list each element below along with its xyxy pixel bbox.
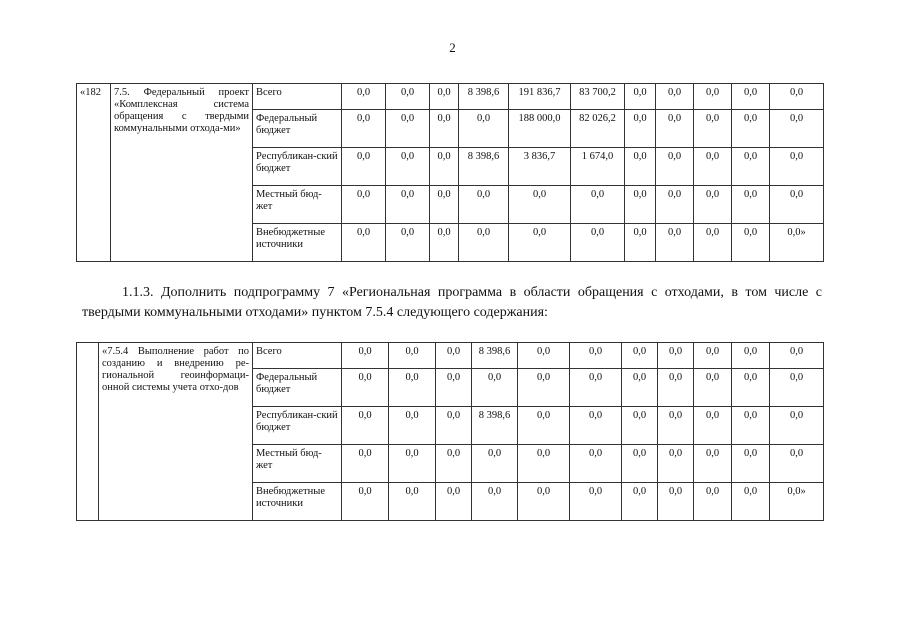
funding-value-cell: 0,0 <box>436 483 472 521</box>
funding-value-cell: 191 836,7 <box>509 84 571 110</box>
funding-value-cell: 0,0» <box>770 224 824 262</box>
funding-value-cell: 0,0 <box>622 343 658 369</box>
funding-value-cell: 0,0 <box>436 407 472 445</box>
funding-value-cell: 0,0 <box>342 407 389 445</box>
funding-source-cell: Внебюджетные источники <box>253 483 342 521</box>
funding-value-cell: 0,0 <box>625 110 656 148</box>
funding-value-cell: 0,0 <box>770 445 824 483</box>
funding-value-cell: 0,0 <box>625 84 656 110</box>
funding-value-cell: 0,0 <box>472 445 518 483</box>
funding-value-cell: 8 398,6 <box>472 407 518 445</box>
funding-value-cell: 0,0 <box>570 483 622 521</box>
funding-value-cell: 0,0 <box>386 224 430 262</box>
funding-value-cell: 0,0 <box>342 445 389 483</box>
funding-source-cell: Республикан-ский бюджет <box>253 148 342 186</box>
funding-value-cell: 0,0 <box>430 186 459 224</box>
funding-value-cell: 0,0 <box>342 110 386 148</box>
funding-value-cell: 0,0 <box>570 343 622 369</box>
funding-value-cell: 0,0 <box>472 483 518 521</box>
funding-value-cell: 3 836,7 <box>509 148 571 186</box>
funding-value-cell: 0,0 <box>622 445 658 483</box>
funding-value-cell: 0,0 <box>570 445 622 483</box>
budget-table-geoinformation-system <box>76 342 824 521</box>
funding-value-cell: 0,0 <box>656 84 694 110</box>
funding-value-cell: 0,0 <box>430 224 459 262</box>
funding-value-cell: 0,0 <box>571 224 625 262</box>
funding-value-cell: 0,0 <box>625 224 656 262</box>
funding-value-cell: 0,0 <box>389 369 436 407</box>
funding-value-cell: 0,0 <box>518 369 570 407</box>
funding-value-cell: 0,0 <box>570 369 622 407</box>
funding-value-cell: 0,0 <box>459 110 509 148</box>
funding-value-cell: 0,0 <box>342 224 386 262</box>
funding-value-cell: 0,0 <box>770 110 824 148</box>
funding-value-cell: 0,0 <box>342 84 386 110</box>
funding-value-cell: 0,0 <box>732 84 770 110</box>
funding-value-cell: 0,0 <box>656 224 694 262</box>
funding-value-cell: 0,0 <box>430 84 459 110</box>
funding-value-cell: 0,0 <box>472 369 518 407</box>
funding-value-cell: 0,0 <box>658 343 694 369</box>
funding-value-cell: 0,0 <box>732 407 770 445</box>
funding-value-cell: 0,0 <box>386 110 430 148</box>
funding-value-cell: 0,0 <box>732 186 770 224</box>
funding-value-cell: 0,0 <box>509 186 571 224</box>
funding-value-cell: 0,0 <box>625 148 656 186</box>
funding-value-cell: 82 026,2 <box>571 110 625 148</box>
funding-source-cell: Федеральный бюджет <box>253 110 342 148</box>
funding-value-cell: 0,0 <box>658 483 694 521</box>
funding-value-cell: 0,0 <box>518 407 570 445</box>
funding-value-cell: 0,0 <box>342 186 386 224</box>
funding-value-cell: 8 398,6 <box>459 148 509 186</box>
funding-value-cell: 0,0 <box>732 148 770 186</box>
funding-value-cell: 0,0 <box>694 483 732 521</box>
funding-value-cell: 0,0 <box>570 407 622 445</box>
funding-value-cell: 0,0 <box>770 407 824 445</box>
funding-source-cell: Федеральный бюджет <box>253 369 342 407</box>
funding-value-cell: 0,0 <box>732 445 770 483</box>
funding-value-cell: 0,0 <box>694 407 732 445</box>
row-code-cell: «182 <box>77 84 111 262</box>
funding-value-cell: 83 700,2 <box>571 84 625 110</box>
funding-value-cell: 0,0 <box>770 369 824 407</box>
funding-value-cell: 0,0 <box>436 369 472 407</box>
funding-value-cell: 0,0 <box>386 186 430 224</box>
funding-value-cell: 0,0 <box>694 186 732 224</box>
amendment-paragraph: 1.1.3. Дополнить подпрограмму 7 «Региональная программа в области обращения с отходами, в том числе с твердыми коммунальными отходами» пунктом 7.5.4 следующего содержания: <box>82 285 822 320</box>
funding-source-cell: Местный бюд-жет <box>253 186 342 224</box>
funding-value-cell: 0,0» <box>770 483 824 521</box>
funding-value-cell: 0,0 <box>430 110 459 148</box>
funding-value-cell: 0,0 <box>518 445 570 483</box>
funding-value-cell: 0,0 <box>694 343 732 369</box>
funding-value-cell: 0,0 <box>694 224 732 262</box>
funding-value-cell: 0,0 <box>658 445 694 483</box>
funding-value-cell: 0,0 <box>622 483 658 521</box>
funding-value-cell: 0,0 <box>571 186 625 224</box>
funding-value-cell: 0,0 <box>342 148 386 186</box>
funding-value-cell: 0,0 <box>656 110 694 148</box>
funding-source-cell: Всего <box>253 84 342 110</box>
funding-value-cell: 0,0 <box>694 148 732 186</box>
funding-value-cell: 0,0 <box>518 343 570 369</box>
funding-value-cell: 0,0 <box>694 110 732 148</box>
funding-value-cell: 0,0 <box>732 110 770 148</box>
funding-value-cell: 0,0 <box>518 483 570 521</box>
funding-value-cell: 0,0 <box>342 343 389 369</box>
funding-value-cell: 0,0 <box>658 407 694 445</box>
funding-value-cell: 0,0 <box>770 186 824 224</box>
funding-value-cell: 188 000,0 <box>509 110 571 148</box>
funding-value-cell: 0,0 <box>658 369 694 407</box>
funding-value-cell: 0,0 <box>622 369 658 407</box>
funding-value-cell: 0,0 <box>389 445 436 483</box>
funding-source-cell: Внебюджетные источники <box>253 224 342 262</box>
funding-value-cell: 8 398,6 <box>459 84 509 110</box>
funding-value-cell: 0,0 <box>656 148 694 186</box>
funding-value-cell: 0,0 <box>770 343 824 369</box>
table-row <box>77 84 824 110</box>
funding-value-cell: 0,0 <box>430 148 459 186</box>
funding-value-cell: 0,0 <box>622 407 658 445</box>
funding-value-cell: 0,0 <box>625 186 656 224</box>
funding-value-cell: 0,0 <box>694 369 732 407</box>
funding-value-cell: 0,0 <box>459 186 509 224</box>
funding-value-cell: 0,0 <box>732 369 770 407</box>
funding-source-cell: Всего <box>253 343 342 369</box>
funding-value-cell: 0,0 <box>389 407 436 445</box>
funding-value-cell: 0,0 <box>732 343 770 369</box>
funding-value-cell: 8 398,6 <box>472 343 518 369</box>
funding-value-cell: 0,0 <box>694 84 732 110</box>
funding-value-cell: 0,0 <box>342 483 389 521</box>
funding-value-cell: 0,0 <box>732 224 770 262</box>
funding-value-cell: 0,0 <box>389 343 436 369</box>
funding-value-cell: 0,0 <box>656 186 694 224</box>
row-code-cell <box>77 343 99 521</box>
activity-name-cell: 7.5. Федеральный проект «Комплексная система обращения с твердыми коммунальными отхода-ми» <box>111 84 253 262</box>
funding-value-cell: 0,0 <box>459 224 509 262</box>
funding-value-cell: 1 674,0 <box>571 148 625 186</box>
funding-value-cell: 0,0 <box>732 483 770 521</box>
funding-value-cell: 0,0 <box>770 148 824 186</box>
funding-value-cell: 0,0 <box>386 148 430 186</box>
funding-value-cell: 0,0 <box>694 445 732 483</box>
funding-value-cell: 0,0 <box>342 369 389 407</box>
funding-source-cell: Местный бюд-жет <box>253 445 342 483</box>
funding-value-cell: 0,0 <box>509 224 571 262</box>
funding-value-cell: 0,0 <box>386 84 430 110</box>
table-row <box>77 343 824 369</box>
budget-table-federal-project <box>76 83 824 262</box>
activity-name-cell: «7.5.4 Выполнение работ по созданию и внедрению ре-гиональной геоинформаци-онной системы учета отхо-дов <box>99 343 253 521</box>
funding-value-cell: 0,0 <box>770 84 824 110</box>
funding-value-cell: 0,0 <box>436 445 472 483</box>
page-number: 2 <box>449 40 456 55</box>
funding-source-cell: Республикан-ский бюджет <box>253 407 342 445</box>
funding-value-cell: 0,0 <box>436 343 472 369</box>
funding-value-cell: 0,0 <box>389 483 436 521</box>
